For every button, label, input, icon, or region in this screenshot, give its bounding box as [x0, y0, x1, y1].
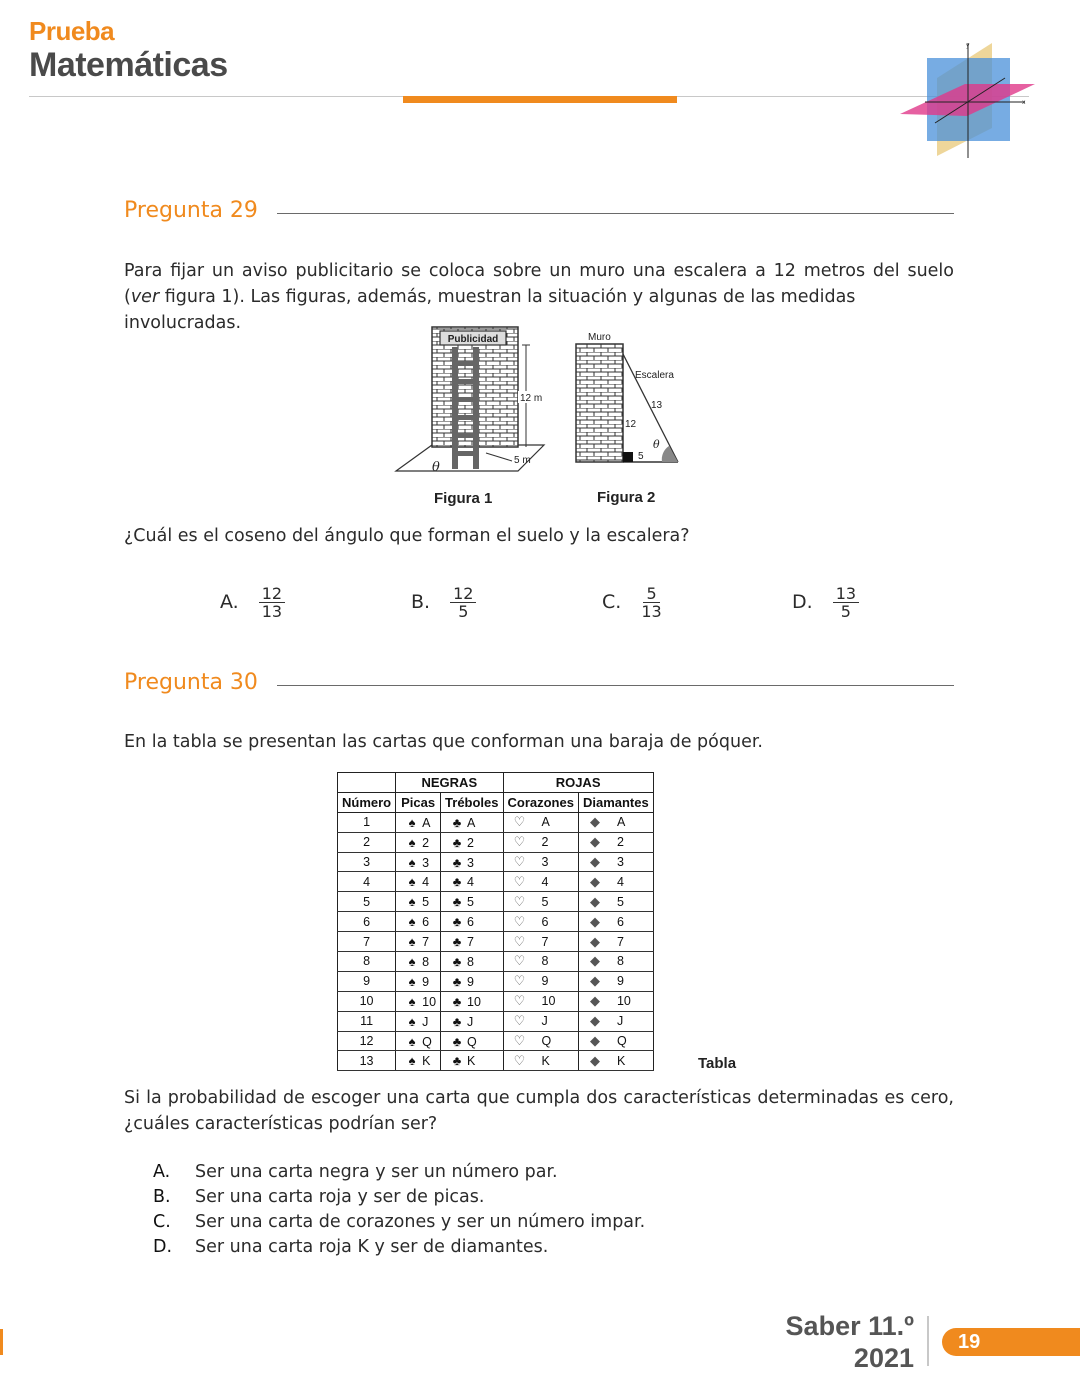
- cell-diamantes: [578, 912, 653, 932]
- card-value: 6: [422, 915, 430, 930]
- cell-diamantes: [578, 892, 653, 912]
- q30-question-line1: Si la probabilidad de escoger una carta que cumpla dos características determinadas es cero,: [124, 1088, 954, 1108]
- denominator: 13: [261, 602, 283, 621]
- q30-intro: En la tabla se presentan las cartas que conforman una baraja de póquer.: [124, 732, 763, 752]
- cell-corazones: [503, 912, 578, 932]
- cell-treboles: [441, 892, 503, 912]
- fig1-angle: θ: [432, 460, 440, 475]
- heart-icon: ♡: [513, 1052, 526, 1068]
- heart-icon: ♡: [513, 854, 526, 869]
- table-row: [338, 1011, 654, 1031]
- card-value: 7: [541, 934, 549, 949]
- option-letter: C.: [602, 591, 622, 613]
- card-value: Q: [422, 1034, 432, 1049]
- card-value: 10: [616, 994, 631, 1009]
- cell-treboles: [441, 872, 503, 892]
- cell-picas: [396, 912, 441, 932]
- card-value: 7: [467, 935, 474, 950]
- option-fraction: [450, 585, 476, 620]
- club-icon: ♣: [452, 1013, 462, 1029]
- card-value: 5: [541, 894, 549, 909]
- cell-corazones: [503, 812, 578, 832]
- col-treboles: Tréboles: [441, 792, 503, 812]
- heart-icon: ♡: [513, 814, 526, 830]
- cell-treboles: [441, 1031, 503, 1051]
- card-value: 6: [541, 914, 549, 929]
- q29-question: ¿Cuál es el coseno del ángulo que forman el suelo y la escalera?: [124, 526, 690, 546]
- card-value: 10: [541, 994, 556, 1009]
- card-value: J: [541, 1014, 548, 1029]
- fig2-ladder-label: Escalera: [635, 370, 674, 381]
- table-row: [338, 971, 654, 991]
- cell-picas: [396, 1051, 441, 1071]
- table-row: [338, 1031, 654, 1051]
- club-icon: ♣: [452, 834, 462, 850]
- card-value: 5: [422, 895, 430, 910]
- spade-icon: ♠: [408, 934, 416, 950]
- cell-treboles: [441, 932, 503, 952]
- spade-icon: ♠: [408, 1013, 416, 1029]
- card-value: 6: [616, 914, 624, 929]
- spade-icon: ♠: [408, 854, 416, 870]
- q29-text-line2: (ver figura 1). Las figuras, además, muestran la situación y algunas de las medidas involucradas.: [124, 287, 856, 333]
- card-value: K: [422, 1054, 431, 1069]
- cell-diamantes: [578, 832, 653, 852]
- option-fraction: [833, 585, 859, 620]
- fig2-hyp: 13: [651, 400, 663, 411]
- club-icon: ♣: [452, 934, 462, 950]
- card-value: 4: [541, 874, 549, 889]
- card-value: 2: [616, 835, 624, 850]
- cell-treboles: [441, 812, 503, 832]
- option-text: Ser una carta roja K y ser de diamantes.: [195, 1237, 549, 1257]
- diamond-icon: ◆: [589, 973, 600, 989]
- heart-icon: ♡: [513, 933, 526, 949]
- cell-numero: 11: [338, 1011, 396, 1031]
- denominator: 13: [641, 602, 662, 621]
- cell-diamantes: [578, 932, 653, 952]
- cell-corazones: [503, 952, 578, 972]
- card-value: 8: [541, 954, 549, 969]
- option-letter: B.: [411, 591, 431, 613]
- card-value: 10: [422, 994, 437, 1009]
- numerator: 5: [643, 585, 659, 603]
- q29-option-c[interactable]: [602, 585, 662, 620]
- spade-icon: ♠: [408, 1053, 416, 1069]
- card-value: 7: [616, 934, 624, 949]
- cell-diamantes: [578, 812, 653, 832]
- table-row: [338, 932, 654, 952]
- cell-corazones: [503, 1051, 578, 1071]
- cell-treboles: [441, 832, 503, 852]
- fig1-base-label: 5 m: [514, 455, 531, 466]
- diamond-icon: ◆: [589, 953, 600, 969]
- cell-picas: [396, 991, 441, 1011]
- spade-icon: ♠: [408, 894, 416, 910]
- spade-icon: ♠: [408, 993, 416, 1009]
- cell-treboles: [441, 1051, 503, 1071]
- cell-treboles: [441, 971, 503, 991]
- denominator: 5: [458, 602, 469, 621]
- spade-icon: ♠: [408, 874, 416, 890]
- q29-option-d[interactable]: [792, 585, 859, 620]
- diamond-icon: ◆: [589, 873, 600, 889]
- club-icon: ♣: [452, 993, 462, 1009]
- card-value: 3: [422, 855, 430, 870]
- figure-1-caption: Figura 1: [434, 490, 493, 507]
- q30-question-line2: ¿cuáles características podrían ser?: [124, 1114, 438, 1134]
- heart-icon: ♡: [513, 973, 526, 989]
- card-value: 5: [616, 894, 624, 909]
- cell-corazones: [503, 852, 578, 872]
- fig1-height-label: 12 m: [520, 393, 543, 404]
- club-icon: ♣: [452, 814, 462, 830]
- card-value: 8: [616, 954, 624, 969]
- spade-icon: ♠: [408, 814, 416, 830]
- cell-diamantes: [578, 872, 653, 892]
- card-value: 4: [616, 874, 624, 889]
- option-text: Ser una carta roja y ser de picas.: [195, 1187, 485, 1207]
- q30-options: [153, 1162, 645, 1262]
- heart-icon: ♡: [513, 893, 526, 909]
- denominator: 5: [840, 602, 851, 621]
- cell-diamantes: [578, 971, 653, 991]
- cards-table-wrap: [337, 772, 654, 1071]
- diamond-icon: ◆: [589, 893, 600, 909]
- footer-year: 2021: [853, 1343, 914, 1373]
- svg-text:x: x: [1022, 99, 1026, 106]
- header-prueba: Prueba: [29, 16, 115, 46]
- footer-saber-label: Saber 11.º: [785, 1311, 914, 1341]
- cell-picas: [396, 952, 441, 972]
- club-icon: ♣: [452, 953, 462, 969]
- card-value: 3: [616, 855, 624, 869]
- card-value: Q: [616, 1034, 627, 1049]
- card-value: A: [422, 815, 431, 830]
- table-row: [338, 872, 654, 892]
- club-icon: ♣: [452, 1053, 462, 1069]
- option-letter: A.: [220, 591, 239, 613]
- footer-saber: [786, 1310, 914, 1374]
- cell-corazones: [503, 971, 578, 991]
- club-icon: ♣: [452, 973, 462, 989]
- table-row: [338, 812, 654, 832]
- q29-text-line2-rest: figura 1). Las figuras, además, muestran la situación y algunas de las medidas involucradas.: [124, 287, 856, 333]
- card-value: K: [467, 1054, 476, 1069]
- q30-option-d[interactable]: [153, 1237, 645, 1262]
- svg-text:y: y: [966, 42, 970, 49]
- cell-diamantes: [578, 1011, 653, 1031]
- cell-treboles: [441, 1011, 503, 1031]
- card-value: 2: [541, 835, 549, 850]
- cell-picas: [396, 932, 441, 952]
- footer-divider: [927, 1316, 929, 1366]
- heart-icon: ♡: [513, 913, 526, 929]
- cell-corazones: [503, 872, 578, 892]
- card-value: 4: [422, 875, 430, 890]
- spade-icon: ♠: [408, 1033, 416, 1049]
- diamond-icon: ◆: [589, 1052, 600, 1068]
- cell-diamantes: [578, 1051, 653, 1071]
- diamond-icon: ◆: [589, 814, 600, 830]
- page-number: 19: [942, 1328, 1080, 1356]
- option-letter: D.: [153, 1237, 173, 1257]
- card-value: A: [616, 815, 626, 830]
- heart-icon: ♡: [513, 993, 526, 1009]
- col-diamantes: Diamantes: [578, 792, 653, 812]
- club-icon: ♣: [452, 854, 462, 870]
- left-margin-tick: [0, 1329, 3, 1355]
- card-value: K: [541, 1053, 550, 1068]
- cell-picas: [396, 1011, 441, 1031]
- cell-numero: 3: [338, 852, 396, 872]
- card-value: J: [467, 1014, 474, 1029]
- cell-picas: [396, 1031, 441, 1051]
- table-row: [338, 892, 654, 912]
- table-row: [338, 912, 654, 932]
- cell-diamantes: [578, 1031, 653, 1051]
- diamond-icon: ◆: [589, 1033, 600, 1049]
- heart-icon: ♡: [513, 1033, 526, 1049]
- option-letter: C.: [153, 1212, 171, 1232]
- cell-numero: 8: [338, 952, 396, 972]
- cell-treboles: [441, 991, 503, 1011]
- table-row: [338, 832, 654, 852]
- option-letter: A.: [153, 1162, 171, 1182]
- numerator: 13: [833, 585, 859, 603]
- cards-table: [337, 772, 654, 1071]
- spade-icon: ♠: [408, 953, 416, 969]
- card-value: J: [422, 1014, 429, 1029]
- option-fraction: [259, 585, 285, 620]
- diamond-icon: ◆: [589, 854, 600, 869]
- card-value: J: [616, 1014, 624, 1029]
- cell-diamantes: [578, 852, 653, 872]
- axes-planes-icon: [895, 38, 1045, 163]
- cell-corazones: [503, 892, 578, 912]
- card-value: Q: [467, 1034, 477, 1049]
- figure-1: [394, 325, 554, 477]
- table-caption: Tabla: [698, 1055, 737, 1072]
- q30-option-c[interactable]: [153, 1212, 645, 1237]
- heart-icon: ♡: [513, 873, 526, 889]
- card-value: 9: [467, 974, 474, 989]
- fig2-wall-label: Muro: [588, 332, 611, 343]
- cell-numero: 4: [338, 872, 396, 892]
- cell-diamantes: [578, 952, 653, 972]
- card-value: 2: [467, 835, 474, 850]
- heart-icon: ♡: [513, 953, 526, 969]
- diamond-icon: ◆: [589, 993, 600, 1009]
- header-accent-bar: [403, 96, 677, 103]
- card-value: 7: [422, 935, 430, 950]
- cell-picas: [396, 892, 441, 912]
- option-letter: B.: [153, 1187, 171, 1207]
- cell-picas: [396, 812, 441, 832]
- q29-italic-ver: ver: [130, 287, 160, 307]
- header-subject: Matemáticas: [29, 46, 228, 84]
- spade-icon: ♠: [408, 973, 416, 989]
- figure-2-caption: Figura 2: [597, 489, 656, 506]
- q29-option-a[interactable]: [220, 585, 285, 620]
- cell-numero: 12: [338, 1031, 396, 1051]
- option-letter: D.: [792, 591, 813, 613]
- group-red: ROJAS: [503, 773, 653, 793]
- card-value: 8: [467, 954, 474, 969]
- fig1-sign-label: Publicidad: [447, 334, 499, 345]
- cell-picas: [396, 971, 441, 991]
- col-picas: Picas: [396, 792, 441, 812]
- col-corazones: Corazones: [503, 792, 578, 812]
- cell-numero: 6: [338, 912, 396, 932]
- club-icon: ♣: [452, 1033, 462, 1049]
- q29-text-line1: Para fijar un aviso publicitario se coloca sobre un muro una escalera a 12 metros del suelo: [124, 261, 954, 281]
- q30-option-b[interactable]: [153, 1187, 645, 1212]
- heart-icon: ♡: [513, 1013, 526, 1029]
- cell-numero: 7: [338, 932, 396, 952]
- card-value: 5: [467, 895, 474, 910]
- spade-icon: ♠: [408, 914, 416, 930]
- cell-corazones: [503, 932, 578, 952]
- q29-option-b[interactable]: [411, 585, 476, 620]
- fig2-base: 5: [638, 451, 644, 462]
- card-value: 9: [616, 974, 624, 989]
- cell-numero: 13: [338, 1051, 396, 1071]
- card-value: 8: [422, 954, 430, 969]
- q30-title: Pregunta 30: [124, 670, 258, 695]
- card-value: A: [467, 815, 476, 830]
- diamond-icon: ◆: [589, 913, 600, 929]
- card-value: Q: [541, 1034, 552, 1049]
- option-text: Ser una carta de corazones y ser un número impar.: [195, 1212, 646, 1232]
- cell-corazones: [503, 1011, 578, 1031]
- fig2-angle: θ: [653, 438, 660, 451]
- card-value: 3: [467, 855, 474, 870]
- table-row: [338, 1051, 654, 1071]
- option-text: Ser una carta negra y ser un número par.: [195, 1162, 558, 1182]
- cell-numero: 2: [338, 832, 396, 852]
- diamond-icon: ◆: [589, 933, 600, 949]
- cell-numero: 9: [338, 971, 396, 991]
- club-icon: ♣: [452, 874, 462, 890]
- cell-diamantes: [578, 991, 653, 1011]
- card-value: 3: [541, 855, 549, 869]
- cell-picas: [396, 832, 441, 852]
- numerator: 12: [259, 585, 285, 603]
- table-row: [338, 852, 654, 872]
- card-value: 10: [467, 994, 481, 1009]
- table-corner: [338, 773, 396, 793]
- cell-treboles: [441, 912, 503, 932]
- club-icon: ♣: [452, 894, 462, 910]
- cell-treboles: [441, 852, 503, 872]
- cell-numero: 1: [338, 812, 396, 832]
- fig2-height: 12: [625, 419, 637, 430]
- heart-icon: ♡: [513, 834, 526, 850]
- q29-rule: [277, 213, 954, 214]
- group-black: NEGRAS: [396, 773, 503, 793]
- card-value: 6: [467, 915, 474, 930]
- table-row: [338, 952, 654, 972]
- cell-corazones: [503, 1031, 578, 1051]
- col-numero: Número: [338, 792, 396, 812]
- cell-picas: [396, 872, 441, 892]
- card-value: A: [541, 815, 550, 830]
- diamond-icon: ◆: [589, 834, 600, 850]
- cell-corazones: [503, 832, 578, 852]
- cell-corazones: [503, 991, 578, 1011]
- spade-icon: ♠: [408, 834, 416, 850]
- numerator: 12: [450, 585, 476, 603]
- cell-picas: [396, 852, 441, 872]
- q29-title: Pregunta 29: [124, 198, 258, 223]
- diamond-icon: ◆: [589, 1013, 600, 1029]
- card-value: 9: [541, 974, 549, 989]
- cell-treboles: [441, 952, 503, 972]
- card-value: 9: [422, 974, 430, 989]
- q30-option-a[interactable]: [153, 1162, 645, 1187]
- q30-rule: [277, 685, 954, 686]
- cell-numero: 5: [338, 892, 396, 912]
- card-value: K: [616, 1053, 626, 1068]
- option-fraction: [641, 585, 661, 620]
- club-icon: ♣: [452, 914, 462, 930]
- card-value: 4: [467, 875, 474, 890]
- card-value: 2: [422, 835, 430, 850]
- figure-2: [572, 328, 692, 468]
- cell-numero: 10: [338, 991, 396, 1011]
- table-row: [338, 991, 654, 1011]
